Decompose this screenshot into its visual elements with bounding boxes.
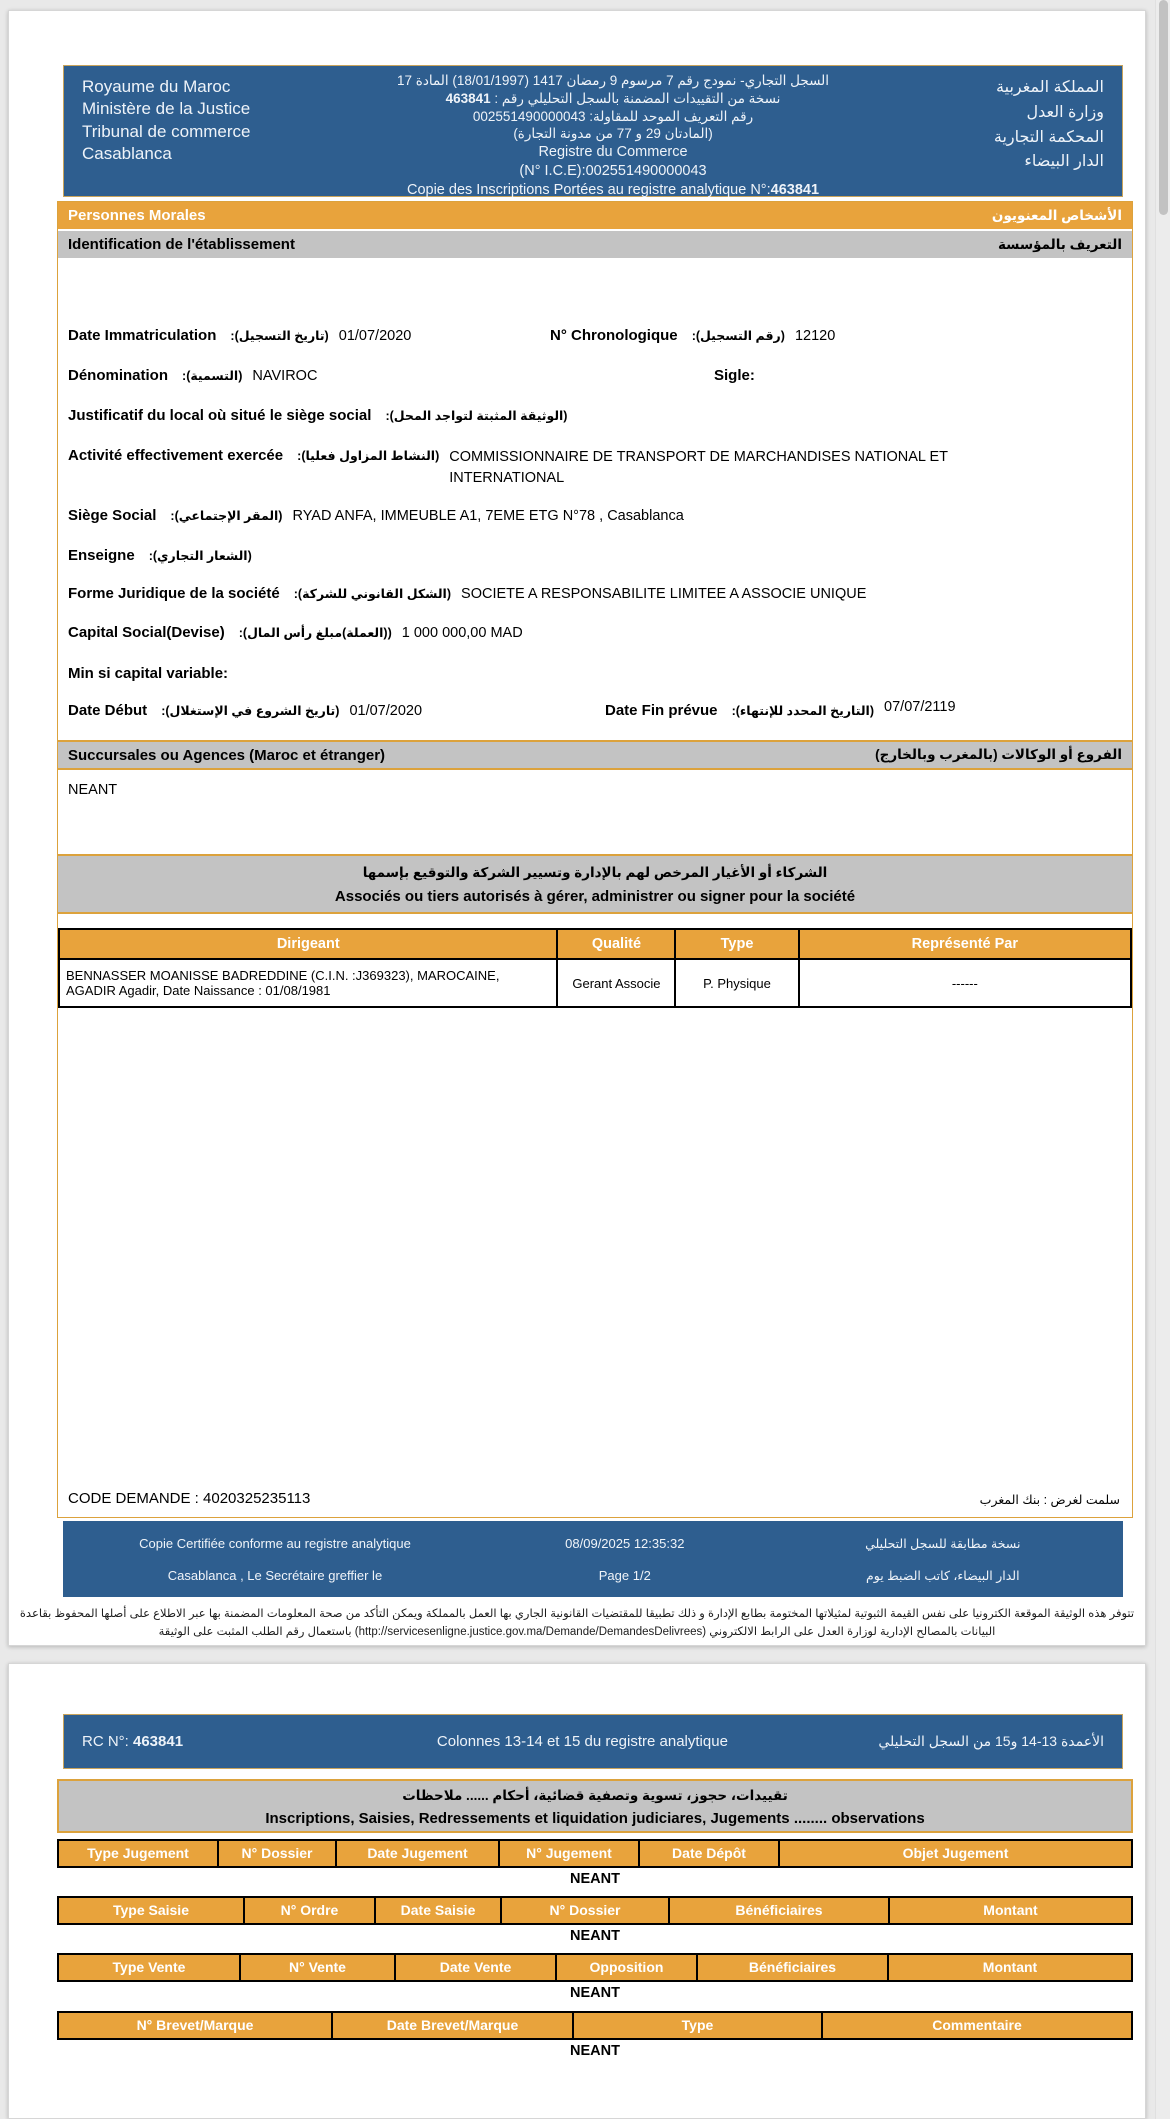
column-header-represente-par: Représenté Par xyxy=(799,929,1131,959)
field-label-capital-social: Capital Social(Devise) xyxy=(68,624,225,641)
field-label-n-chronologique: N° Chronologique xyxy=(550,327,678,344)
column-header-type: Type xyxy=(572,2013,821,2038)
associes-table-header-row xyxy=(59,929,1131,959)
cell-dirigeant: BENNASSER MOANISSE BADREDDINE (C.I.N. :J369323), MAROCAINE, AGADIR Agadir, Date Naissance : 01/08/1981 xyxy=(59,959,557,1007)
page2-header-bar xyxy=(63,1714,1123,1769)
column-header-n-jugement: N° Jugement xyxy=(498,1841,638,1866)
footer-page-number: Page 1/2 xyxy=(598,1567,651,1583)
field-label-ar-capital-social: ((العملة)مبلغ رأس المال): xyxy=(238,626,392,640)
field-label-date-fin: Date Fin prévue xyxy=(605,702,718,719)
row-siege-social xyxy=(68,507,1124,524)
field-value-siege-social: RYAD ANFA, IMMEUBLE A1, 7EME ETG N°78 , Casablanca xyxy=(292,508,684,524)
identification-label: Identification de l'établissement xyxy=(68,236,295,253)
column-header-date-saisie: Date Saisie xyxy=(374,1898,500,1923)
header-left-line: Royaume du Maroc xyxy=(82,77,231,96)
column-header-commentaire: Commentaire xyxy=(821,2013,1131,2038)
ventes-neant: NEANT xyxy=(570,1985,620,2001)
header-ar-line2: نسخة من التقييدات المضمنة بالسجل التحليلي رقم : 463841 xyxy=(445,90,781,106)
row-denomination xyxy=(68,367,1124,384)
footer-right-column xyxy=(763,1521,1123,1597)
column-header-date-jugement: Date Jugement xyxy=(335,1841,498,1866)
column-header-date-brevet-marque: Date Brevet/Marque xyxy=(331,2013,572,2038)
row-capital-social xyxy=(68,624,1124,641)
succursales-bar xyxy=(58,740,1132,770)
field-n-chronologique xyxy=(550,327,835,344)
field-value-forme-juridique: SOCIETE A RESPONSABILITE LIMITEE A ASSOCIE UNIQUE xyxy=(461,586,867,602)
field-label-ar-denomination: (التسمية): xyxy=(182,369,243,383)
identification-bar xyxy=(58,231,1132,258)
field-value-date-debut: 01/07/2020 xyxy=(349,703,423,719)
header-right-line: وزارة العدل xyxy=(1026,103,1104,121)
column-header-qualite: Qualité xyxy=(557,929,675,959)
page2-header-title-ar: الأعمدة 13-14 و15 من السجل التحليلي xyxy=(878,1733,1104,1749)
content-frame xyxy=(57,201,1133,1518)
header-ar-line4: (المادتان 29 و 77 من مدونة التجارة) xyxy=(513,126,713,142)
legal-disclaimer: تتوفر هذه الوثيقة الموقعة الكترونيا على نفس القيمة الثبوتية لمثيلاتها المختومة بطابع الإدارة و ذلك تطبيقا للمقتضيات القانونية الجاري بها العمل بالمملكة ويمكن التأكد من صحة المعلومات المضمنة بها عبر الاطلاع على أصلها المحفوظ بقاعدة البيانات بالمصالح الإدارية لوزارة العدل على الرابط الالكتروني (http://servicesenligne.justice.gov.ma/Demande/DemandesDelivrees) باستعمال رقم الطلب المثبت على الوثيقة xyxy=(19,1608,1135,1639)
column-header-type-vente: Type Vente xyxy=(59,1955,239,1980)
column-header-n-vente: N° Vente xyxy=(239,1955,394,1980)
scrollbar-thumb[interactable] xyxy=(1159,0,1168,215)
field-label-date-immatriculation: Date Immatriculation xyxy=(68,327,217,344)
table-row xyxy=(59,959,1131,1007)
field-label-forme-juridique: Forme Juridique de la société xyxy=(68,585,280,602)
succursales-label-ar: الفروع أو الوكالات (بالمغرب وبالخارج) xyxy=(875,747,1122,762)
associes-title-fr: Associés ou tiers autorisés à gérer, administrer ou signer pour la société xyxy=(334,888,856,905)
field-label-ar-n-chronologique: (رقم التسجيل): xyxy=(691,329,785,343)
brevets-table-header xyxy=(57,2011,1133,2040)
saisies-table-header xyxy=(57,1896,1133,1925)
field-date-fin xyxy=(605,699,956,719)
footer-copy-certified: Copie Certifiée conforme au registre analytique xyxy=(139,1535,411,1551)
page2-section-header xyxy=(57,1779,1133,1833)
associes-table xyxy=(58,928,1132,1008)
footer-greffier: Casablanca , Le Secrétaire greffier le xyxy=(167,1567,383,1583)
rc-number: RC N°: 463841 xyxy=(82,1733,184,1750)
page-1 xyxy=(8,10,1146,1646)
field-label-sigle: Sigle: xyxy=(714,367,755,384)
header-right-line: المملكة المغربية xyxy=(996,79,1104,96)
column-header-dirigeant: Dirigeant xyxy=(59,929,557,959)
row-min-capital xyxy=(68,665,1124,682)
saisies-table xyxy=(57,1896,1133,1944)
code-demande: CODE DEMANDE : 4020325235113 xyxy=(68,1490,311,1507)
cell-qualite: Gerant Associe xyxy=(557,959,675,1007)
field-label-ar-date-debut: (تاريخ الشروع في الإستغلال): xyxy=(161,704,340,718)
cell-type: P. Physique xyxy=(675,959,798,1007)
personnes-morales-label: Personnes Morales xyxy=(68,207,206,224)
jugements-table-header xyxy=(57,1839,1133,1868)
column-header-type-saisie: Type Saisie xyxy=(59,1898,243,1923)
jugements-table xyxy=(57,1839,1133,1887)
row-activite xyxy=(68,447,1124,489)
identification-label-ar: التعريف بالمؤسسة xyxy=(997,236,1122,252)
field-label-siege-social: Siège Social xyxy=(68,507,157,524)
scrollbar-track[interactable] xyxy=(1155,0,1170,2119)
header-right-column xyxy=(889,66,1122,196)
header-ice-number: (N° I.C.E):002551490000043 xyxy=(519,163,707,180)
field-label-ar-forme-juridique: (الشكل القانوني للشركة): xyxy=(293,587,452,601)
row-enseigne xyxy=(68,547,1124,564)
field-label-min-capital: Min si capital variable: xyxy=(68,665,229,682)
header-ar-line1: السجل التجاري- نمودج رقم 7 مرسوم 9 رمضان 1417 (18/01/1997) المادة 17 xyxy=(396,73,830,88)
associes-section-header xyxy=(58,854,1132,914)
succursales-label: Succursales ou Agences (Maroc et étranger) xyxy=(68,746,386,764)
footer-middle-column xyxy=(487,1521,763,1597)
rc-number-value: 463841 xyxy=(133,1733,184,1750)
column-header-n-brevet-marque: N° Brevet/Marque xyxy=(59,2013,331,2038)
page2-section-title-ar: تقييدات، حجوز، تسوية وتصفية قضائية، أحكام ...... ملاحظات xyxy=(402,1788,788,1803)
personnes-morales-bar xyxy=(58,202,1132,229)
succursales-neant: NEANT xyxy=(68,782,118,798)
footer-copy-certified-ar: نسخة مطابقة للسجل التحليلي xyxy=(865,1536,1021,1551)
column-header-type: Type xyxy=(675,929,798,959)
header-left-line: Tribunal de commerce xyxy=(82,121,251,141)
ventes-table xyxy=(57,1953,1133,2001)
header-copy-line: Copie des Inscriptions Portées au registre analytique N°:463841 xyxy=(406,181,820,198)
field-label-justificatif: Justificatif du local où situé le siège social xyxy=(68,407,372,424)
brevets-table xyxy=(57,2011,1133,2059)
header-left-line: Ministère de la Justice xyxy=(82,99,251,119)
row-dates xyxy=(68,699,1124,719)
ventes-table-header xyxy=(57,1953,1133,1982)
column-header-n-ordre: N° Ordre xyxy=(243,1898,374,1923)
row-immatriculation xyxy=(68,327,1124,344)
field-value-capital-social: 1 000 000,00 MAD xyxy=(401,625,523,641)
column-header-montant: Montant xyxy=(887,1955,1131,1980)
row-justificatif xyxy=(68,407,1124,424)
field-sigle xyxy=(714,367,755,384)
header-right-line: المحكمة التجارية xyxy=(993,128,1104,146)
header-left-line: Casablanca xyxy=(82,144,172,164)
field-label-enseigne: Enseigne xyxy=(68,547,135,564)
associes-title-ar: الشركاء أو الأغيار المرخص لهم بالإدارة وتسيير الشركة والتوقيع بإسمها xyxy=(362,865,828,880)
field-value-date-immatriculation: 01/07/2020 xyxy=(338,328,412,344)
header-ar-line3: رقم التعريف الموحد للمقاولة: 002551490000043 xyxy=(472,108,754,124)
registre-number: 463841 xyxy=(445,90,491,106)
page1-header-block xyxy=(63,65,1123,197)
remise-pour: سلمت لغرض : بنك المغرب xyxy=(979,1493,1120,1507)
header-left-column xyxy=(64,66,337,196)
field-label-activite: Activité effectivement exercée xyxy=(68,447,284,464)
cell-represente-par: ------ xyxy=(799,959,1131,1007)
field-label-date-debut: Date Début xyxy=(68,702,148,719)
field-value-date-fin: 07/07/2119 xyxy=(884,699,956,715)
jugements-neant: NEANT xyxy=(570,1871,620,1887)
field-value-n-chronologique: 12120 xyxy=(794,328,836,344)
field-value-denomination: NAVIROC xyxy=(252,368,318,384)
field-label-denomination: Dénomination xyxy=(68,367,168,384)
field-label-ar-enseigne: (الشعار التجاري): xyxy=(148,549,252,563)
footer-greffier-ar: الدار البيضاء، كاتب الضبط يوم xyxy=(866,1568,1020,1583)
field-label-ar-date-immatriculation: (تاريخ التسجيل): xyxy=(230,329,329,343)
page-2 xyxy=(8,1663,1146,2119)
saisies-neant: NEANT xyxy=(570,1928,620,1944)
column-header-montant: Montant xyxy=(888,1898,1131,1923)
field-label-ar-date-fin: (التاريخ المحدد للإنتهاء): xyxy=(731,704,874,718)
header-center-column xyxy=(337,66,889,196)
column-header-date-depot: Date Dépôt xyxy=(638,1841,778,1866)
column-header-type-jugement: Type Jugement xyxy=(59,1841,217,1866)
header-right-line: الدار البيضاء xyxy=(1024,153,1104,171)
column-header-date-vente: Date Vente xyxy=(394,1955,555,1980)
page1-blue-footer xyxy=(63,1521,1123,1597)
brevets-neant: NEANT xyxy=(570,2043,620,2059)
field-label-ar-siege-social: (المقر الإجتماعي): xyxy=(170,509,283,523)
column-header-opposition: Opposition xyxy=(555,1955,696,1980)
field-label-ar-justificatif: (الوثيقة المثبتة لتواجد المحل): xyxy=(385,409,568,423)
field-label-ar-activite: (النشاط المزاول فعليا): xyxy=(297,449,440,463)
field-value-activite: COMMISSIONNAIRE DE TRANSPORT DE MARCHANDISES NATIONAL ET INTERNATIONAL xyxy=(449,449,948,487)
personnes-morales-label-ar: الأشخاص المعنويون xyxy=(991,207,1122,223)
header-fr-title: Registre du Commerce xyxy=(538,144,688,161)
footer-left-column xyxy=(63,1521,487,1597)
registre-number: 463841 xyxy=(770,181,820,198)
page2-section-title-fr: Inscriptions, Saisies, Redressements et liquidation judiciares, Jugements ........ observations xyxy=(265,1810,925,1827)
page2-header-title: Colonnes 13-14 et 15 du registre analytique xyxy=(436,1733,728,1750)
column-header-n-dossier: N° Dossier xyxy=(500,1898,668,1923)
footer-timestamp: 08/09/2025 12:35:32 xyxy=(565,1535,685,1551)
column-header-objet-jugement: Objet Jugement xyxy=(778,1841,1131,1866)
column-header-beneficiaires: Bénéficiaires xyxy=(668,1898,888,1923)
row-forme-juridique xyxy=(68,585,1124,602)
column-header-beneficiaires: Bénéficiaires xyxy=(696,1955,887,1980)
column-header-n-dossier: N° Dossier xyxy=(217,1841,335,1866)
